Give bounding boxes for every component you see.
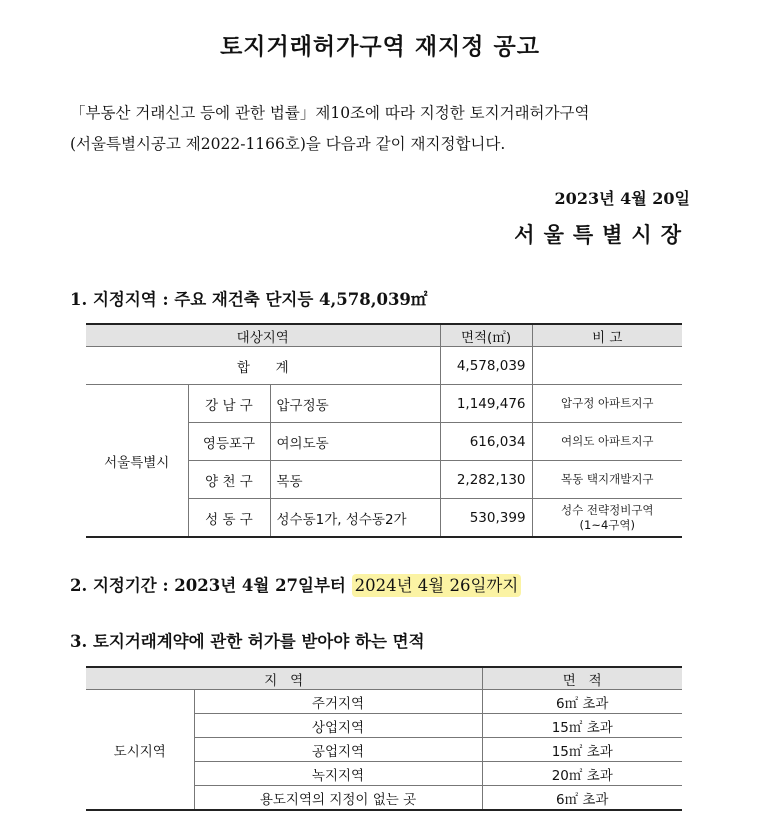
district-cell: 양 천 구 bbox=[188, 461, 270, 499]
total-value: 4,578,039 bbox=[440, 347, 532, 385]
zone-cell: 공업지역 bbox=[194, 738, 482, 762]
period-highlight: 2024년 4월 26일까지 bbox=[352, 574, 522, 597]
page-title: 토지거래허가구역 재지정 공고 bbox=[220, 33, 540, 60]
total-note bbox=[532, 347, 682, 385]
zone-cell: 상업지역 bbox=[194, 714, 482, 738]
issuer: 서울특별시장 bbox=[514, 222, 690, 247]
area-cell: 15㎡ 초과 bbox=[482, 714, 682, 738]
header-area: 면적(㎡) bbox=[440, 324, 532, 347]
zone-cell: 용도지역의 지정이 없는 곳 bbox=[194, 786, 482, 811]
dong-cell: 성수동1가, 성수동2가 bbox=[270, 499, 440, 538]
dong-cell: 여의도동 bbox=[270, 423, 440, 461]
period-prefix: 2. 지정기간 : 2023년 4월 27일부터 bbox=[70, 576, 352, 595]
announcement-date: 2023년 4월 20일 bbox=[554, 189, 690, 208]
section-1-heading: 1. 지정지역 : 주요 재건축 단지등 4,578,039㎡ bbox=[70, 290, 428, 309]
permit-area-table bbox=[86, 666, 682, 811]
zone-cell: 주거지역 bbox=[194, 690, 482, 714]
city-cell: 서울특별시 bbox=[86, 385, 188, 538]
note-cell: 목동 택지개발지구 bbox=[532, 461, 682, 499]
zone-cell: 녹지지역 bbox=[194, 762, 482, 786]
header-area: 면 적 bbox=[482, 667, 682, 690]
table-header-row bbox=[86, 667, 682, 690]
district-cell: 영등포구 bbox=[188, 423, 270, 461]
area-cell: 15㎡ 초과 bbox=[482, 738, 682, 762]
header-region: 대상지역 bbox=[86, 324, 440, 347]
area-cell: 6㎡ 초과 bbox=[482, 690, 682, 714]
intro-line-2: (서울특별시공고 제2022-1166호)을 다음과 같이 재지정합니다. bbox=[70, 135, 506, 153]
section-2-heading bbox=[70, 572, 521, 596]
intro-line-1: 「부동산 거래신고 등에 관한 법률」제10조에 따라 지정한 토지거래허가구역 bbox=[70, 104, 590, 122]
note-cell bbox=[532, 499, 682, 538]
header-zone: 지 역 bbox=[86, 667, 482, 690]
total-row bbox=[86, 347, 682, 385]
note-line-1: 성수 전략정비구역 bbox=[561, 502, 654, 517]
designated-area-table bbox=[86, 323, 682, 538]
district-cell: 성 동 구 bbox=[188, 499, 270, 538]
area-cell: 20㎡ 초과 bbox=[482, 762, 682, 786]
note-cell: 압구정 아파트지구 bbox=[532, 385, 682, 423]
note-cell: 여의도 아파트지구 bbox=[532, 423, 682, 461]
area-cell: 530,399 bbox=[440, 499, 532, 538]
total-label: 합 계 bbox=[86, 347, 440, 385]
table-row bbox=[86, 690, 682, 714]
table-row bbox=[86, 385, 682, 423]
group-cell: 도시지역 bbox=[86, 690, 194, 811]
area-cell: 616,034 bbox=[440, 423, 532, 461]
district-cell: 강 남 구 bbox=[188, 385, 270, 423]
area-cell: 2,282,130 bbox=[440, 461, 532, 499]
area-cell: 1,149,476 bbox=[440, 385, 532, 423]
note-line-2: (1~4구역) bbox=[579, 517, 636, 532]
dong-cell: 압구정동 bbox=[270, 385, 440, 423]
header-note: 비 고 bbox=[532, 324, 682, 347]
table-header-row bbox=[86, 324, 682, 347]
dong-cell: 목동 bbox=[270, 461, 440, 499]
section-3-heading: 3. 토지거래계약에 관한 허가를 받아야 하는 면적 bbox=[70, 632, 425, 651]
area-cell: 6㎡ 초과 bbox=[482, 786, 682, 811]
